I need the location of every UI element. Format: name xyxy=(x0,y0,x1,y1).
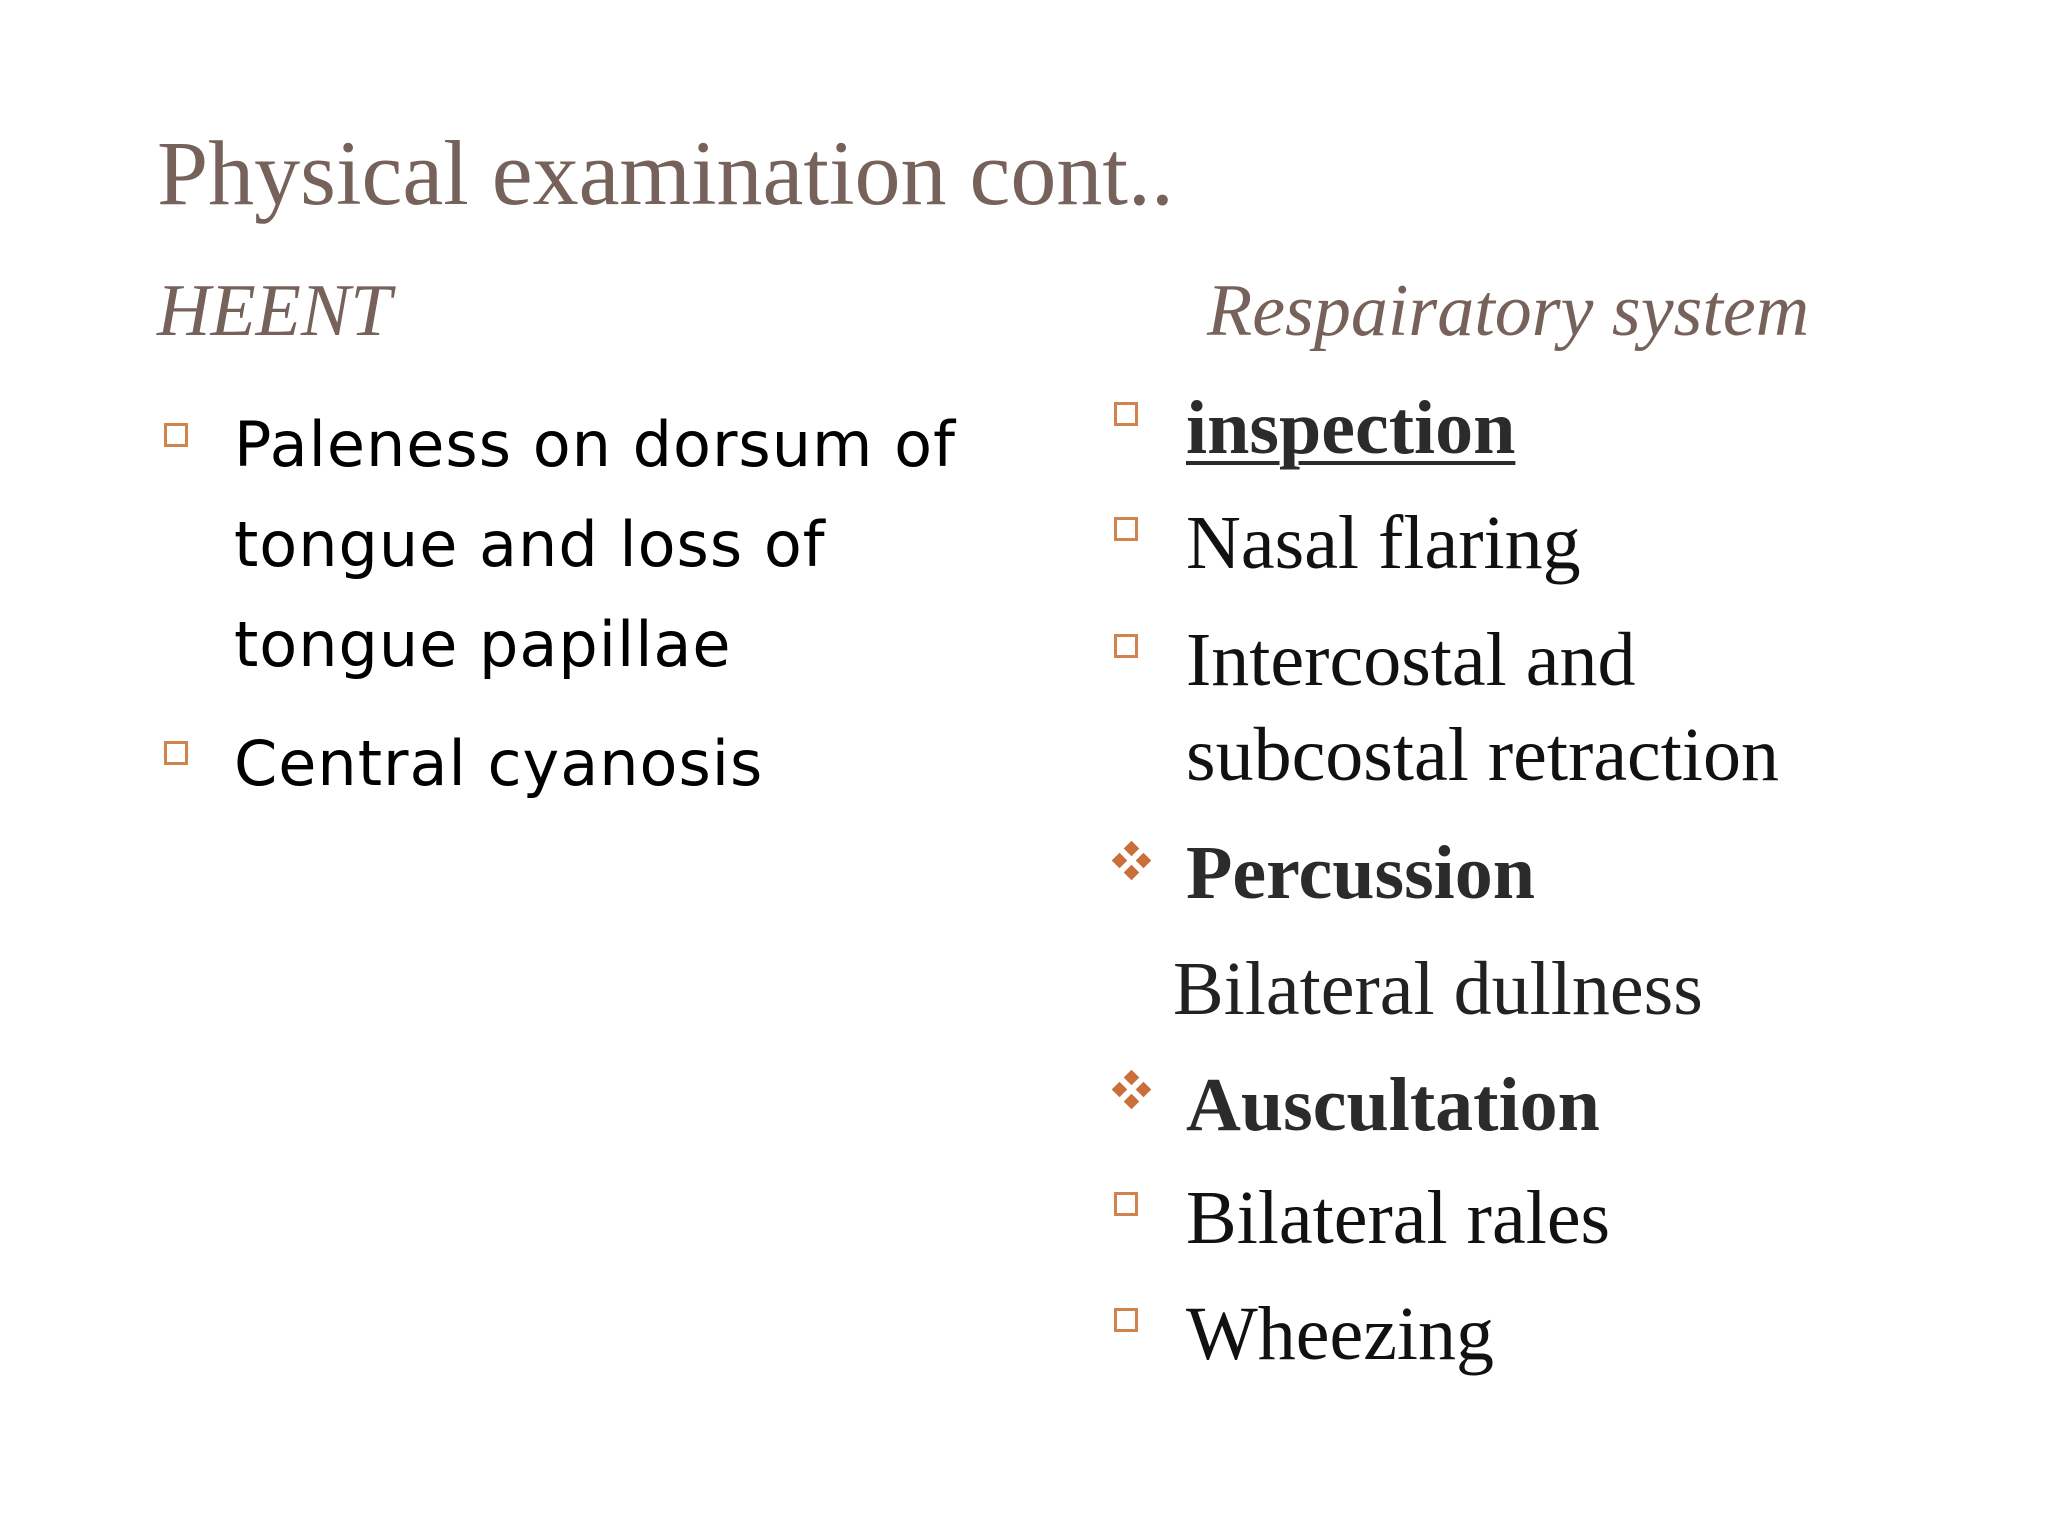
heent-heading: HEENT xyxy=(157,270,392,352)
square-bullet-icon xyxy=(164,741,188,765)
heent-item-1-line-1: Paleness on dorsum of xyxy=(234,408,956,481)
wheezing: Wheezing xyxy=(1186,1292,1495,1376)
auscultation-heading: Auscultation xyxy=(1186,1063,1600,1147)
heent-item-1-line-3: tongue papillae xyxy=(234,608,732,681)
heent-item-2: Central cyanosis xyxy=(234,727,764,800)
intercostal-line-2: subcostal retraction xyxy=(1186,713,1780,797)
square-bullet-icon xyxy=(1114,402,1138,426)
bilateral-rales: Bilateral rales xyxy=(1186,1176,1611,1260)
square-bullet-icon xyxy=(164,423,188,447)
percussion-finding: Bilateral dullness xyxy=(1173,947,1703,1031)
diamond-bullet-icon xyxy=(1114,843,1150,879)
inspection-heading: inspection xyxy=(1186,386,1516,470)
respiratory-heading: Respairatory system xyxy=(1207,270,1810,352)
square-bullet-icon xyxy=(1114,517,1138,541)
heent-item-1-line-2: tongue and loss of xyxy=(234,508,826,581)
nasal-flaring: Nasal flaring xyxy=(1186,501,1581,585)
square-bullet-icon xyxy=(1114,1308,1138,1332)
square-bullet-icon xyxy=(1114,1192,1138,1216)
percussion-heading: Percussion xyxy=(1186,831,1536,915)
diamond-bullet-icon xyxy=(1114,1072,1150,1108)
slide-title: Physical examination cont.. xyxy=(157,122,1174,224)
intercostal-line-1: Intercostal and xyxy=(1186,618,1636,702)
square-bullet-icon xyxy=(1114,634,1138,658)
